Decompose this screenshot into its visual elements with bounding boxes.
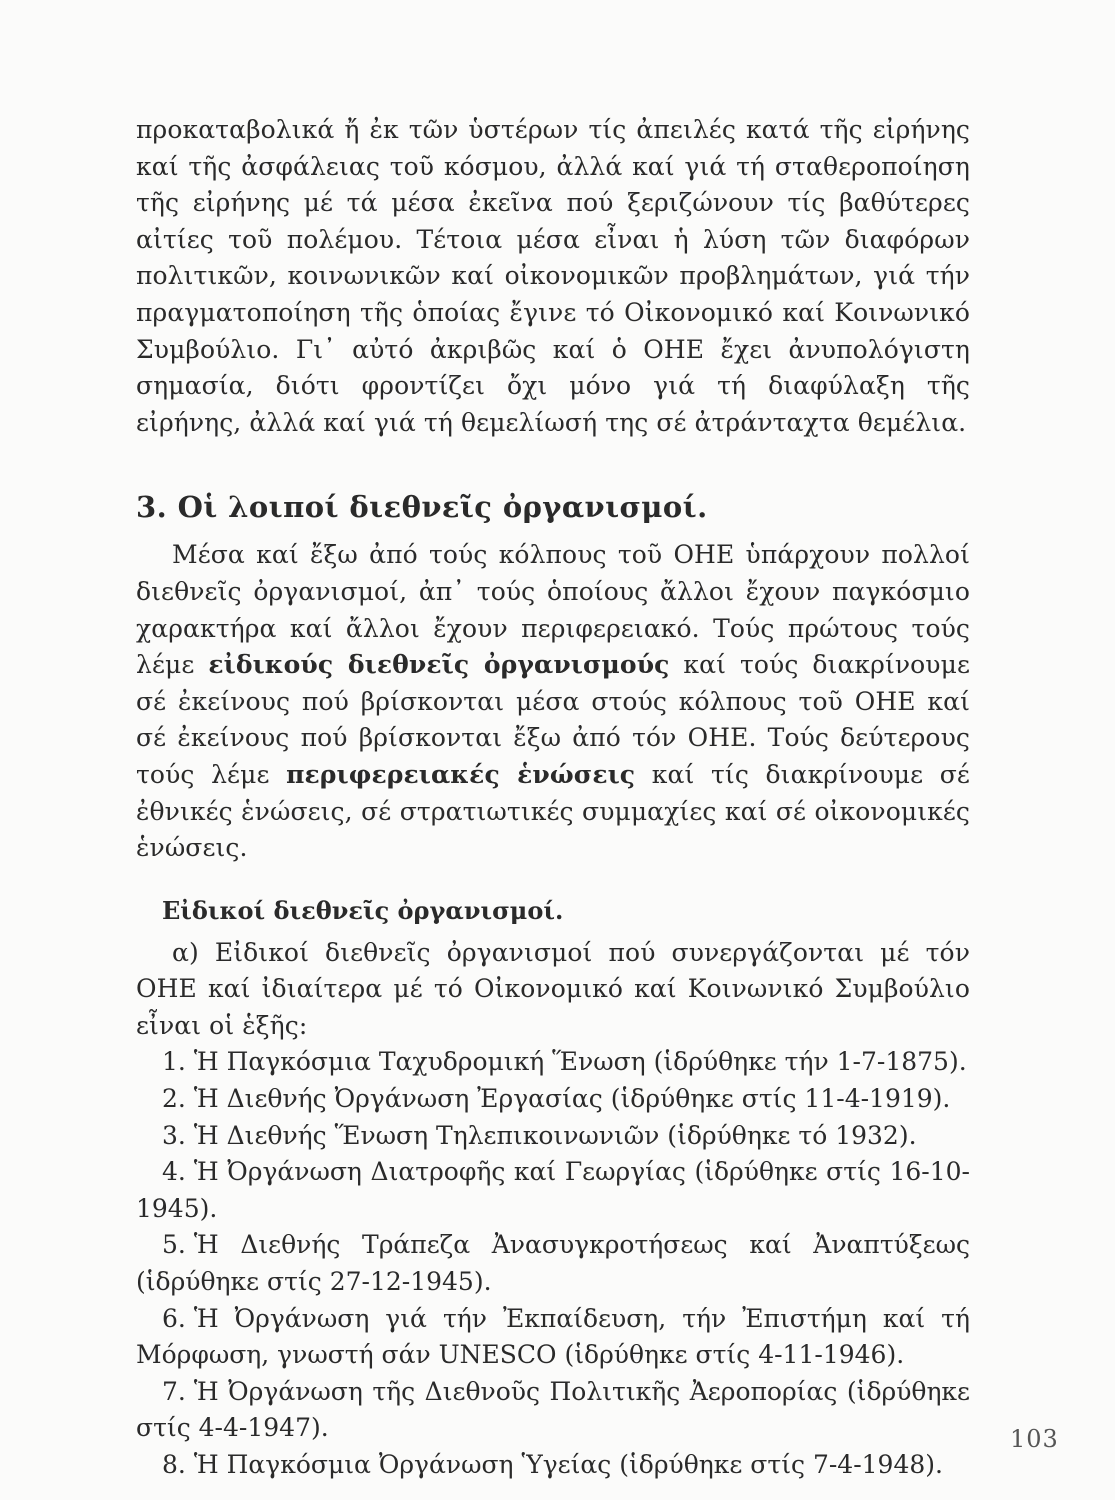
- list-item-text: Ἡ Διεθνής Ὀργάνωση Ἐργασίας (ἱδρύθηκε στίς 11-4-1919).: [193, 1084, 951, 1114]
- section-paragraph-text-2: καί τούς διακρίνουμε σέ ἐκείνους πού βρίσκονται μέσα στούς κόλπους τοῦ ΟΗΕ καί σέ ἐκείνους πού βρίσκονται ἔξω ἀπό τόν ΟΗΕ. Τούς δεύτερους τούς λέμε: [136, 650, 970, 789]
- list-item-text: Ἡ Ὀργάνωση γιά τήν Ἐκπαίδευση, τήν Ἐπιστήμη καί τή Μόρφωση, γνωστή σάν UNESCO (ἱδρύθηκε στίς 4-11-1946).: [136, 1303, 970, 1370]
- organization-list: [136, 1044, 970, 1483]
- list-item: [136, 1374, 970, 1447]
- list-item: [136, 1154, 970, 1227]
- page-number: 103: [1010, 1425, 1059, 1453]
- page-body: [136, 112, 970, 1484]
- list-item: [136, 1227, 970, 1300]
- intro-paragraph: προκαταβολικά ἤ ἐκ τῶν ὑστέρων τίς ἀπειλές κατά τῆς εἰρήνης καί τῆς ἀσφάλειας τοῦ κόσμου, ἀλλά καί γιά τή σταθεροποίηση τῆς εἰρήνης μέ τά μέσα ἐκεῖνα πού ξεριζώνουν τίς βαθύτερες αἰτίες τοῦ πολέμου. Τέτοια μέσα εἶναι ἡ λύση τῶν διαφόρων πολιτικῶν, κοινωνικῶν καί οἰκονομικῶν προβλημάτων, γιά τήν πραγματοποίηση τῆς ὁποίας ἔγινε τό Οἰκονομικό καί Κοινωνικό Συμβούλιο. Γι᾿ αὐτό ἀκριβῶς καί ὁ ΟΗΕ ἔχει ἀνυπολόγιστη σημασία, διότι φροντίζει ὄχι μόνο γιά τή διαφύλαξη τῆς εἰρήνης, ἀλλά καί γιά τή θεμελίωσή της σέ ἀτράνταχτα θεμέλια.: [136, 115, 970, 437]
- list-item: [136, 1447, 970, 1484]
- list-item-text: Ἡ Παγκόσμια Ταχυδρομική Ἕνωση (ἱδρύθηκε τήν 1-7-1875).: [193, 1047, 967, 1077]
- list-item-number: 3.: [162, 1120, 186, 1150]
- section-title: 3. Οἱ λοιποί διεθνεῖς ὀργανισμοί.: [136, 490, 708, 525]
- section-paragraph-text-3: καί τίς διακρίνουμε σέ ἐθνικές ἑνώσεις, σέ στρατιωτικές συμμαχίες καί σέ οἰκονομικές ἑνώσεις.: [136, 759, 970, 863]
- list-item-text: Ἡ Διεθνής Ἕνωση Τηλεπικοινωνιῶν (ἱδρύθηκε τό 1932).: [193, 1120, 917, 1150]
- list-item-number: 6.: [162, 1303, 186, 1333]
- list-item-number: 7.: [162, 1376, 186, 1406]
- list-item: [136, 1044, 970, 1081]
- list-item-number: 5.: [162, 1230, 186, 1260]
- subsection-title: Εἰδικοί διεθνεῖς ὀργανισμοί.: [162, 895, 564, 925]
- section-paragraph: [136, 537, 970, 866]
- list-item-number: 8.: [162, 1450, 186, 1479]
- bold-term-regional-unions: περιφερειακές ἑνώσεις: [286, 759, 636, 789]
- list-item-number: 4.: [162, 1157, 186, 1187]
- list-item: [136, 1301, 970, 1374]
- section-paragraph-text-1: Μέσα καί ἔξω ἀπό τούς κόλπους τοῦ ΟΗΕ ὑπάρχουν πολλοί διεθνεῖς ὀργανισμοί, ἀπ᾿ τούς ὁποίους ἄλλοι ἔχουν παγκόσμιο χαρακτήρα καί ἄλλοι ἔχουν περιφερειακό. Τούς πρώτους τούς λέμε: [136, 540, 970, 680]
- bold-term-special-organizations: εἰδικούς διεθνεῖς ὀργανισμούς: [208, 650, 670, 680]
- list-item-text: Ἡ Διεθνής Τράπεζα Ἀνασυγκροτήσεως καί Ἀναπτύξεως (ἱδρύθηκε στίς 27-12-1945).: [136, 1230, 970, 1297]
- list-item-text: Ἡ Ὀργάνωση τῆς Διεθνοῦς Πολιτικῆς Ἀεροπορίας (ἱδρύθηκε στίς 4-4-1947).: [136, 1376, 970, 1443]
- list-item-text: Ἡ Παγκόσμια Ὀργάνωση Ὑγείας (ἱδρύθηκε στίς 7-4-1948).: [193, 1450, 943, 1479]
- list-item: [136, 1081, 970, 1118]
- list-item-number: 2.: [162, 1084, 186, 1114]
- subsection-intro: α) Εἰδικοί διεθνεῖς ὀργανισμοί πού συνεργάζονται μέ τόν ΟΗΕ καί ἰδιαίτερα μέ τό Οἰκονομικό καί Κοινωνικό Συμβούλιο εἶναι οἱ ἑξῆς:: [136, 937, 970, 1040]
- list-item-number: 1.: [162, 1047, 186, 1077]
- list-item-text: Ἡ Ὀργάνωση Διατροφῆς καί Γεωργίας (ἱδρύθηκε στίς 16-10-1945).: [136, 1157, 970, 1223]
- list-item: [136, 1118, 970, 1155]
